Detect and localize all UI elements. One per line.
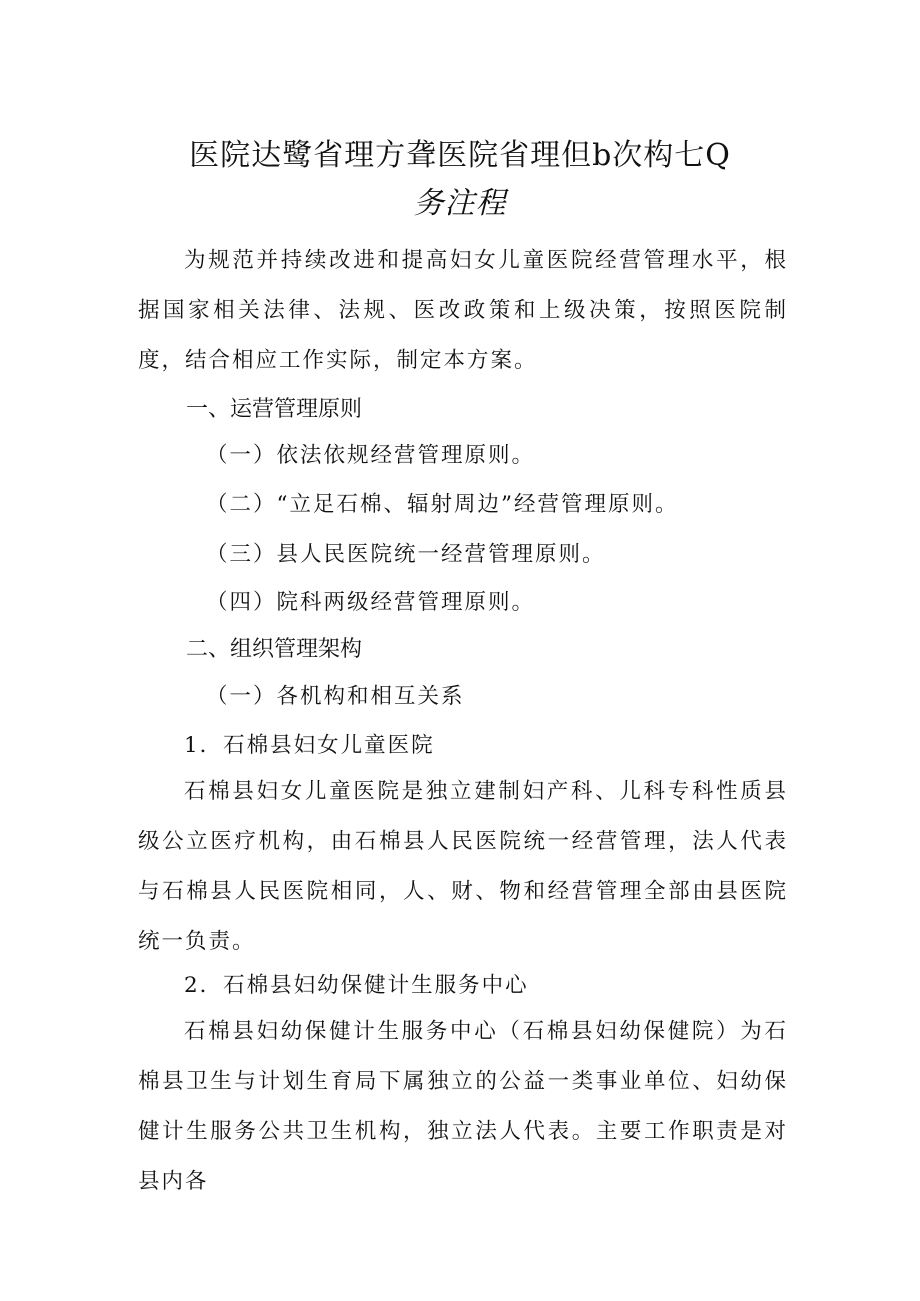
principle-item-4: （四）院科两级经营管理原则。 — [206, 590, 536, 615]
item-1-title: 1．石棉县妇女儿童医院 — [184, 733, 435, 758]
intro-paragraph: 为规范并持续改进和提高妇女儿童医院经营管理水平，根据国家相关法律、法规、医改政策和上级决策，按照医院制度，结合相应工作实际，制定本方案。 — [138, 248, 788, 373]
subsection-1-heading: （一）各机构和相互关系 — [206, 684, 465, 709]
principle-item-3: （三）县人民医院统一经营管理原则。 — [206, 542, 606, 567]
principle-item-1: （一）依法依规经营管理原则。 — [206, 443, 536, 468]
principle-item-2: （二）“立足石棉、辐射周边”经营管理原则。 — [206, 492, 679, 517]
section-2-heading: 二、组织管理架构 — [186, 637, 363, 662]
item-2-paragraph: 石棉县妇幼保健计生服务中心（石棉县妇幼保健院）为石棉县卫生与计划生育局下属独立的公益一类事业单位、妇幼保健计生服务公共卫生机构，独立法人代表。主要工作职责是对县内各 — [138, 1019, 788, 1194]
section-1-heading: 一、运营管理原则 — [186, 397, 363, 422]
item-2-title: 2．石棉县妇幼保健计生服务中心 — [184, 973, 529, 998]
document-title-line-2: 务注程 — [413, 186, 507, 221]
item-1-paragraph: 石棉县妇女儿童医院是独立建制妇产科、儿科专科性质县级公立医疗机构，由石棉县人民医院统一经营管理，法人代表与石棉县人民医院相同，人、财、物和经营管理全部由县医院统一负责。 — [138, 779, 788, 954]
document-title-line-1: 医院达鹭省理方聋医院省理但b次构七Q — [189, 138, 731, 173]
